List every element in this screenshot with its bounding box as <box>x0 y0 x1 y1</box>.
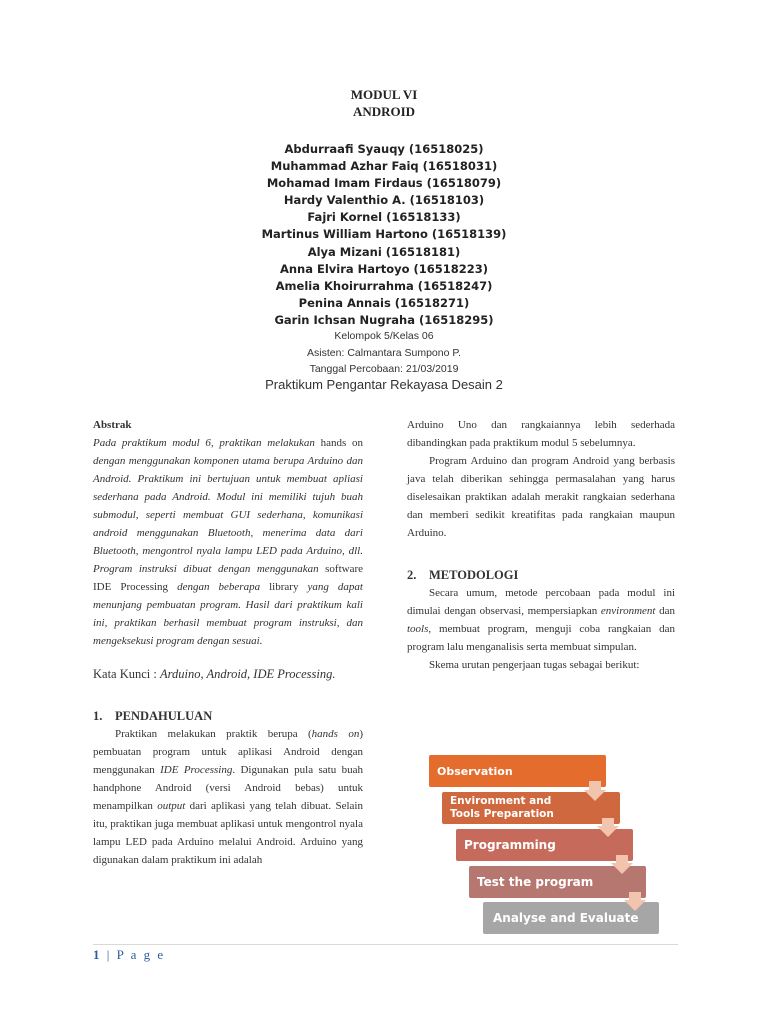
down-arrow-icon <box>624 892 646 911</box>
author-name: Penina Annais (16518271) <box>298 295 470 310</box>
assistant-info: Asisten: Calmantara Sumpono P. <box>307 347 461 359</box>
author-name: Fajri Kornel (16518133) <box>307 210 461 225</box>
page-footer <box>93 947 165 963</box>
section-heading-pendahuluan: 1. PENDAHULUAN <box>93 709 213 723</box>
flow-step-label: Observation <box>437 764 513 778</box>
page-label: | P a g e <box>106 947 166 962</box>
metodologi-paragraph-2: Skema urutan pengerjaan tugas sebagai berikut: <box>429 659 640 671</box>
author-name: Mohamad Imam Firdaus (16518079) <box>266 176 502 191</box>
pendahuluan-paragraph-2: Program Arduino dan program Android yang berbasis java telah diberikan sehingga permasalahan yang harus diselesaikan praktikan adalah merakit rangkaian sederhana dan memberi sedikit kreatifitas pada rangkaian maupun Arduino. <box>407 455 675 539</box>
metodologi-paragraph: Secara umum, metode percobaan pada modul ini dimulai dengan observasi, mempersiapkan environment dan tools, membuat program, menguji coba rangkaian dan program lalu menganalisis serta membuat simpulan. <box>407 587 675 653</box>
down-arrow-icon <box>597 818 619 837</box>
page-number: 1 <box>93 947 102 962</box>
pendahuluan-continued: Arduino Uno dan rangkaiannya lebih sederhada dibandingkan pada praktikum modul 5 sebelumnya. <box>407 419 675 449</box>
document-subtitle: ANDROID <box>352 104 416 119</box>
author-name: Martinus William Hartono (16518139) <box>261 227 507 242</box>
abstract-text: Pada praktikum modul 6, praktikan melakukan hands on dengan menggunakan komponen utama berupa Arduino dan Android. Praktikum ini bertujuan untuk membuat apliasi sederhana pada Android. Modul ini memiliki tujuh buah submodul, seperti membuat GUI sederhana, komunikasi android menggunakan Bluetooth, menerima data dari Bluetooth, mengontrol nyala lampu LED pada Arduino, dll. Program instruksi dibuat dengan menggunakan software IDE Processing dengan beberapa library yang dapat menunjang pembuatan program. Hasil dari praktikum kali ini, praktikan berhasil membuat program instruksi, dan mengeksekusi program dengan sesuai. <box>93 437 363 647</box>
author-name: Alya Mizani (16518181) <box>307 244 461 259</box>
flow-step-label: Test the program <box>477 875 594 889</box>
keywords: Kata Kunci : Arduino, Android, IDE Processing. <box>93 667 336 681</box>
section-heading-metodologi: 2. METODOLOGI <box>407 568 519 582</box>
document-title: MODUL VI <box>350 87 418 102</box>
pendahuluan-paragraph: Praktikan melakukan praktik berupa (hands on) pembuatan program untuk aplikasi Android dengan menggunakan IDE Processing. Digunakan pula satu buah handphone Android (versi Android bebas) untuk menampilkan output dari aplikasi yang telah dibuat. Selain itu, praktikan juga membuat aplikasi untuk mengontrol nyala lampu LED pada Arduino melalui Android. Arduino yang digunakan dalam praktikum ini adalah <box>93 728 363 866</box>
author-name: Muhammad Azhar Faiq (16518031) <box>270 159 498 174</box>
flow-step-label: Environment and Tools Preparation <box>450 795 554 820</box>
author-name: Amelia Khoirurrahma (16518247) <box>275 278 493 293</box>
date-info: Tanggal Percobaan: 21/03/2019 <box>309 363 459 375</box>
abstract-heading: Abstrak <box>93 419 132 431</box>
flow-step-label: Analyse and Evaluate <box>493 911 639 925</box>
footer-divider <box>93 944 678 945</box>
down-arrow-icon <box>584 781 606 801</box>
course-name: Praktikum Pengantar Rekayasa Desain 2 <box>265 377 503 392</box>
author-name: Hardy Valenthio A. (16518103) <box>283 193 485 208</box>
down-arrow-icon <box>611 855 633 874</box>
author-name: Abdurraafi Syauqy (16518025) <box>284 142 484 156</box>
author-name: Anna Elvira Hartoyo (16518223) <box>279 261 489 276</box>
group-info: Kelompok 5/Kelas 06 <box>334 330 434 342</box>
author-name: Garin Ichsan Nugraha (16518295) <box>274 312 494 327</box>
flow-step-label: Programming <box>464 838 556 852</box>
